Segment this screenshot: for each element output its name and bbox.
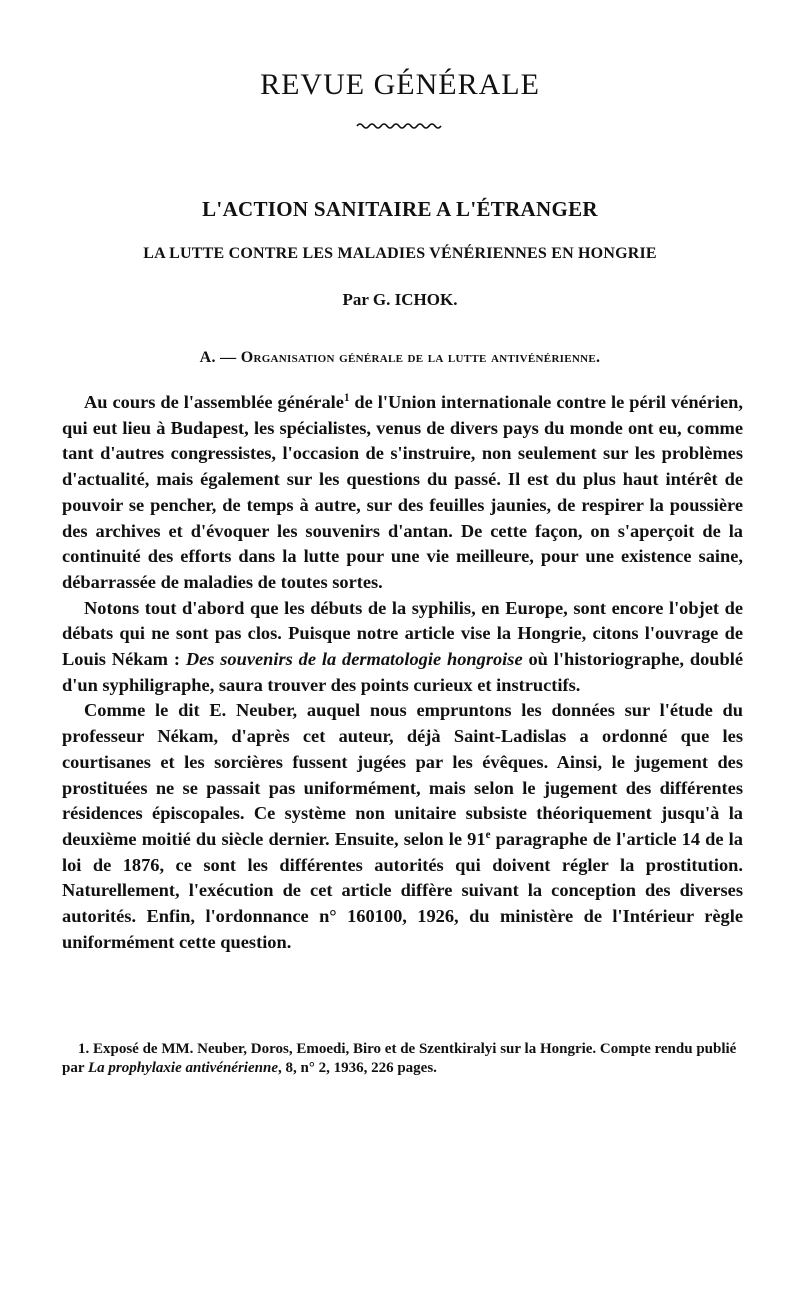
paragraph [62, 596, 743, 699]
journal-section-header: REVUE GÉNÉRALE [260, 68, 540, 101]
paragraph-text: Comme le dit E. Neuber, auquel nous empruntons les données sur l'étude du professeur Nékam, d'après cet auteur, déjà Saint-Ladislas a ordonné que les courtisanes et les sorcières fussent jugées par les évêques. Ainsi, le jugement des prostituées ne se passait pas uniformément, mais selon le jugement des différentes résidences épiscopales. Ce système non unitaire subsiste théoriquement jusqu'à la deuxième moitié du siècle dernier. Ensuite, selon le 91 [62, 700, 743, 849]
article-title: L'ACTION SANITAIRE A L'ÉTRANGER [202, 197, 598, 221]
cited-journal-title: La prophylaxie antivénérienne [87, 1060, 278, 1076]
paragraph-text: Notons tout d'abord que les débuts de la syphilis, en Europe, sont encore l'objet de débats qui ne sont pas clos. Puisque notre article vise la Hongrie, citons l'ouvrage de Louis Nékam : [62, 597, 743, 670]
section-heading: A. — Organisation générale de la lutte antivénérienne. [199, 349, 601, 366]
paragraph-text: de l'Union internationale contre le péril vénérien, qui eut lieu à Budapest, les spécialistes, venus de divers pays du monde ont eu, comme tant d'autres congressistes, l'occasion de s'instruire, non seulement sur les problèmes d'actualité, mais également sur les questions du passé. Il est du plus haut intérêt de pouvoir se pencher, de temps à autre, sur des feuilles jaunies, de respirer la poussière des archives et d'évoquer les souvenirs d'antan. De cette façon, on s'aperçoit de la continuité des efforts dans la lutte pour une vie meilleure, pour une existence saine, débarrassée de maladies de toutes sortes. [62, 392, 743, 592]
wavy-ornament-icon [355, 120, 445, 132]
footnote-text-part: 1. Exposé de MM. Neuber, Doros, Emoedi, Biro et de Szentkiralyi sur la Hongrie. Compte rendu publié par [62, 1041, 737, 1076]
footnote-text [62, 1040, 743, 1078]
author-byline: Par G. ICHOK. [342, 290, 458, 309]
article-subtitle: LA LUTTE CONTRE LES MALADIES VÉNÉRIENNES EN HONGRIE [143, 245, 657, 262]
footnote [62, 1040, 743, 1078]
footnote-reference: 1 [343, 391, 350, 404]
footnote-text-part: , 8, n° 2, 1936, 226 pages. [277, 1060, 437, 1076]
paragraph-text: Au cours de l'assemblée générale [84, 392, 344, 412]
paragraph-text: paragraphe de l'article 14 de la loi de 1876, ce sont les différentes autorités qui doivent régler la prostitution. Naturellement, l'exécution de cet article diffère suivant la conception des diverses autorités. Enfin, l'ordonnance n° 160100, 1926, du ministère de l'Intérieur règle uniformément cette question. [62, 828, 743, 952]
paragraph [62, 390, 743, 596]
cited-work-title: Des souvenirs de la dermatologie hongroise [185, 649, 523, 670]
ordinal-superscript: e [485, 828, 491, 841]
paragraph-text: où l'historiographe, doublé d'un syphiligraphe, saura trouver des points curieux et instructifs. [62, 649, 744, 695]
article-body [62, 390, 743, 955]
paragraph [62, 698, 743, 955]
